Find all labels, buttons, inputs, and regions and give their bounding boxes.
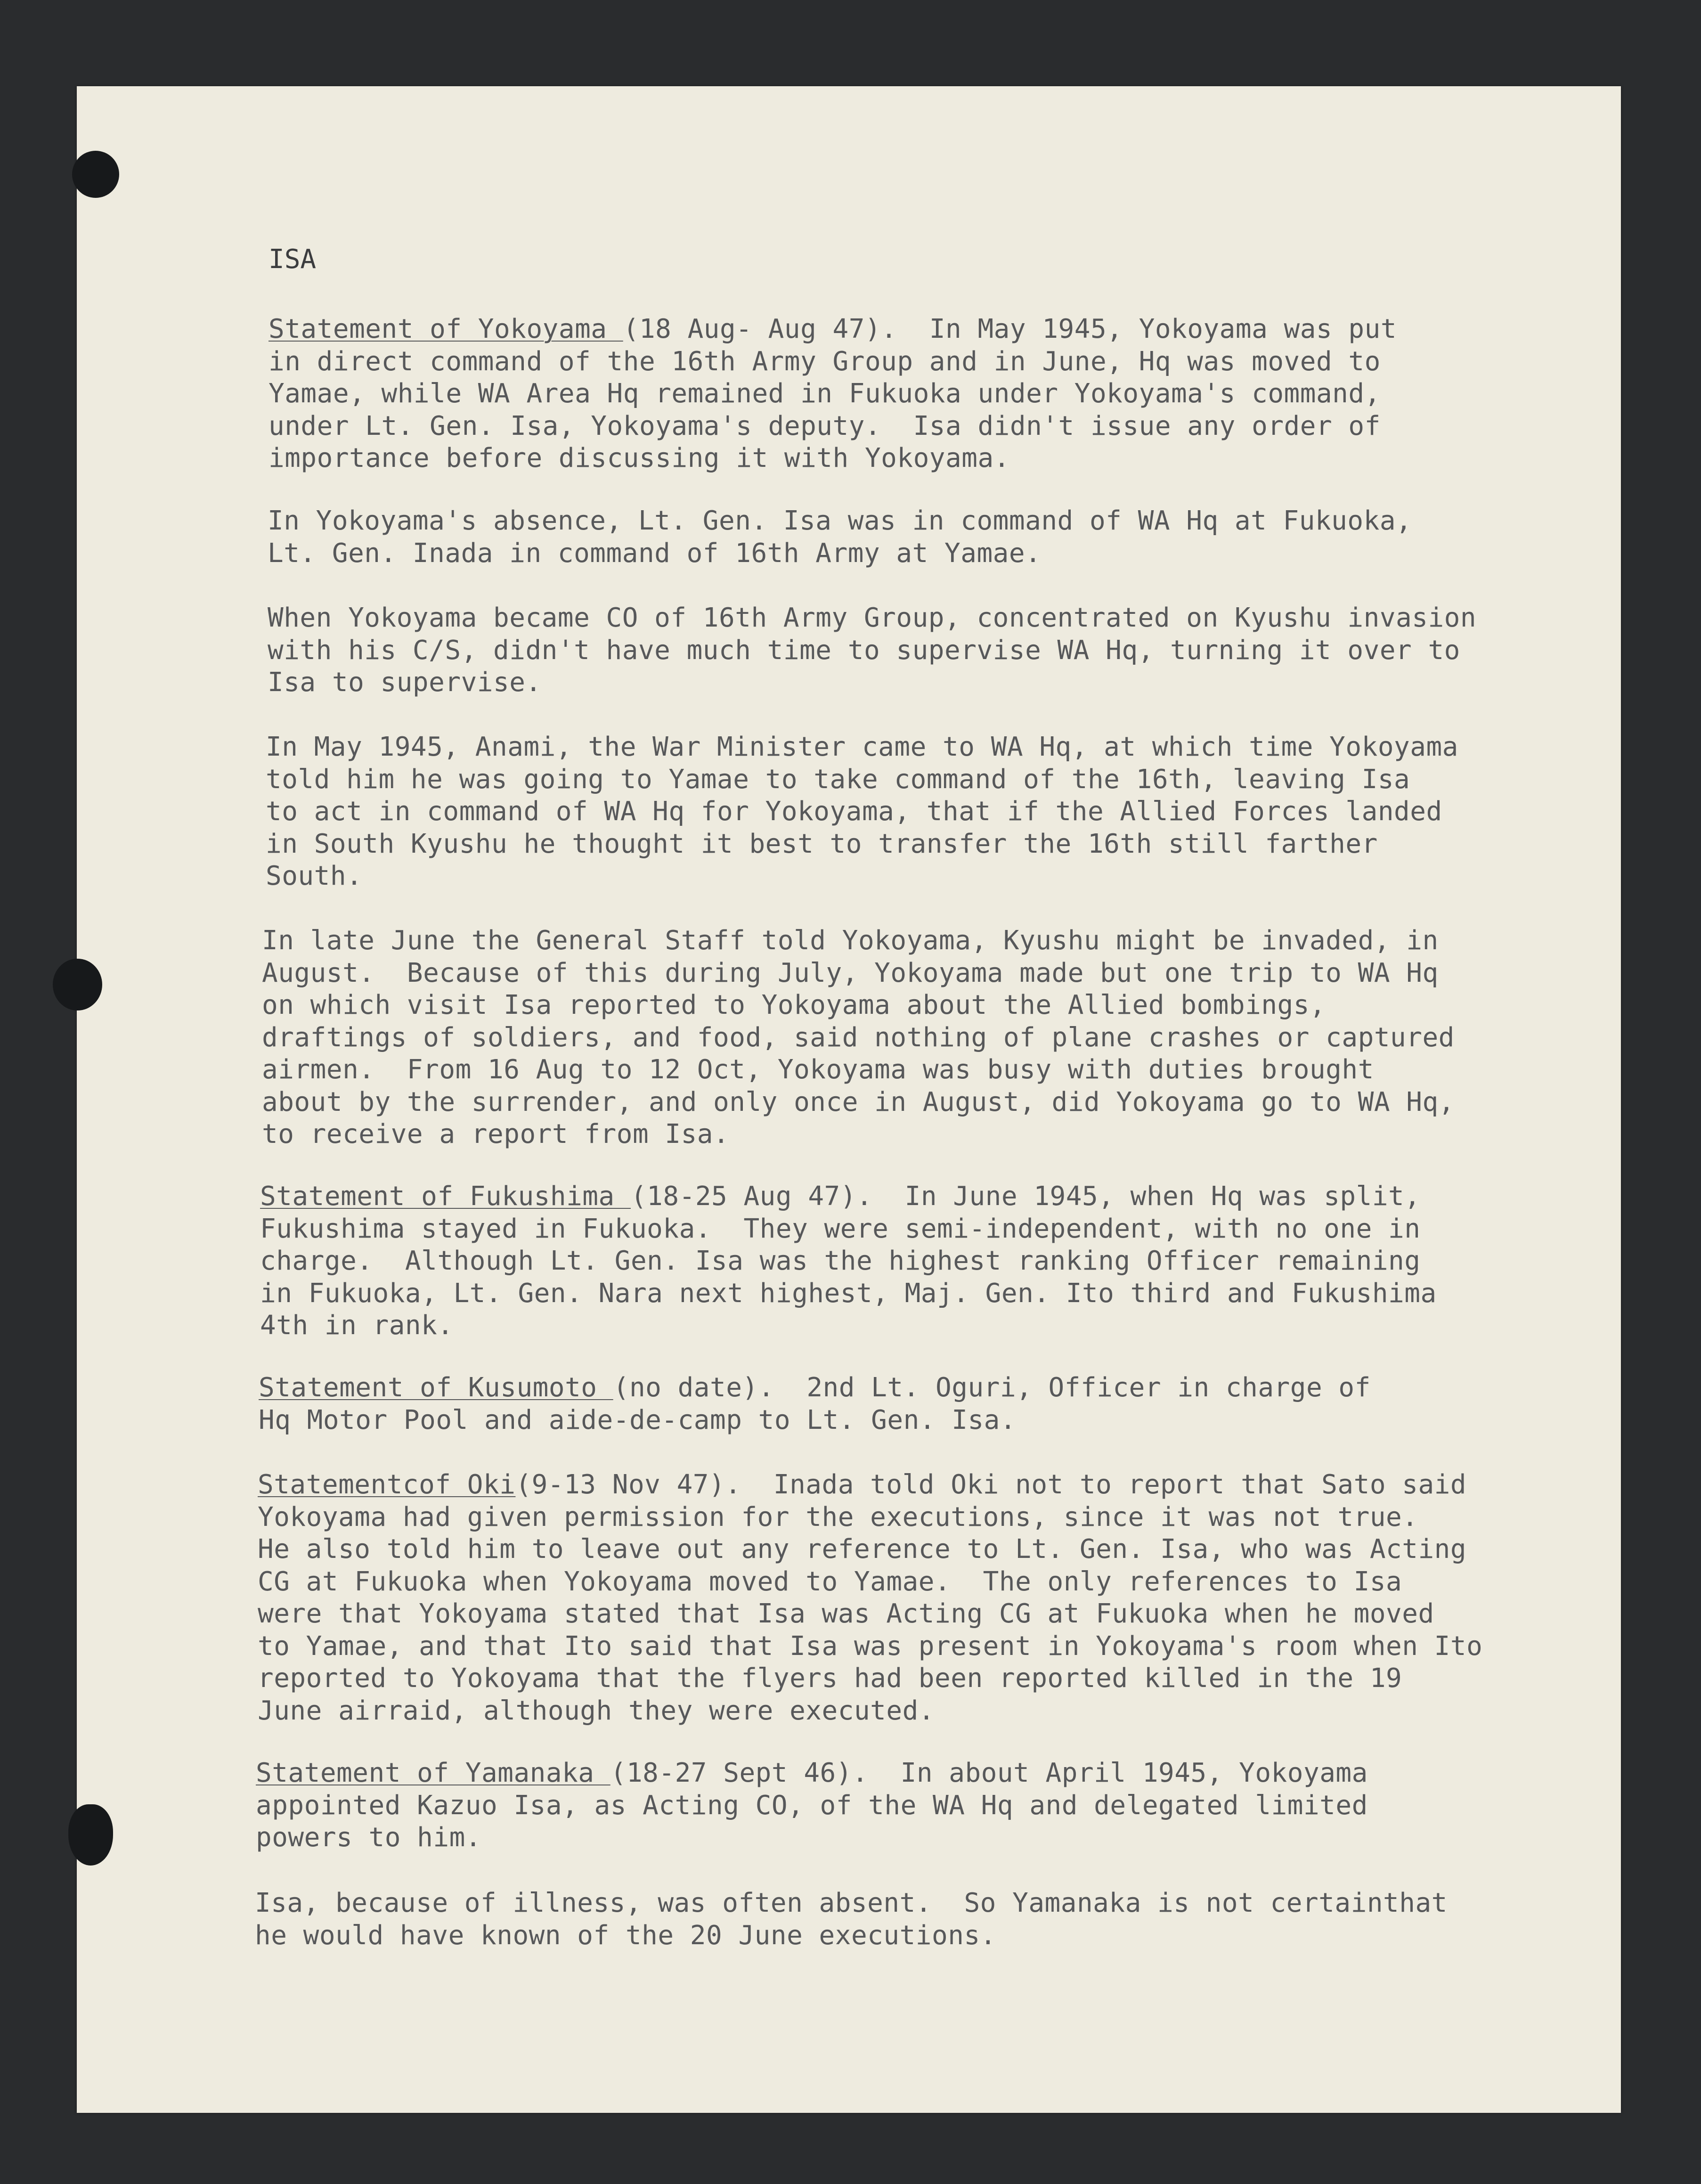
paragraph-line: June airraid, although they were executed. — [258, 1695, 935, 1726]
paragraph-line: in South Kyushu he thought it best to transfer the 16th still farther — [266, 828, 1378, 859]
paragraph-line: charge. Although Lt. Gen. Isa was the highest ranking Officer remaining — [260, 1246, 1421, 1276]
statement-title: Statement of Kusumoto — [259, 1372, 613, 1403]
paragraph-line: When Yokoyama became CO of 16th Army Group, concentrated on Kyushu invasion — [268, 603, 1477, 633]
paragraph-line: he would have known of the 20 June executions. — [255, 1920, 996, 1951]
paragraph-line: CG at Fukuoka when Yokoyama moved to Yamae. The only references to Isa — [258, 1566, 1402, 1597]
paragraph-line: with his C/S, didn't have much time to supervise WA Hq, turning it over to — [268, 635, 1460, 666]
paragraph-line: Isa, because of illness, was often absent. So Yamanaka is not certainthat — [255, 1888, 1448, 1918]
paragraph-line: (18 Aug- Aug 47). In May 1945, Yokoyama was put — [623, 314, 1397, 344]
paragraph-line: were that Yokoyama stated that Isa was Acting CG at Fukuoka when he moved — [258, 1598, 1434, 1629]
paragraph-line: In May 1945, Anami, the War Minister came to WA Hq, at which time Yokoyama — [266, 732, 1458, 762]
paragraph-line: Yokoyama had given permission for the executions, since it was not true. — [258, 1501, 1418, 1532]
paragraph-line: to receive a report from Isa. — [262, 1119, 730, 1149]
paragraph-line: under Lt. Gen. Isa, Yokoyama's deputy. Isa didn't issue any order of — [269, 410, 1381, 441]
paragraph-line: importance before discussing it with Yokoyama. — [269, 443, 1010, 473]
paragraph-line: 4th in rank. — [260, 1310, 454, 1341]
paragraph-line: In late June the General Staff told Yokoyama, Kyushu might be invaded, in — [262, 925, 1439, 956]
paragraph-yokoyama-statement — [269, 313, 1397, 475]
paragraph-line: powers to him. — [256, 1822, 482, 1853]
statement-title: Statement of Yamanaka — [256, 1758, 610, 1788]
paragraph-line: appointed Kazuo Isa, as Acting CO, of the WA Hq and delegated limited — [256, 1790, 1368, 1821]
paragraph-line: Yamae, while WA Area Hq remained in Fukuoka under Yokoyama's command, — [269, 378, 1381, 409]
paragraph-line: (9-13 Nov 47). Inada told Oki not to report that Sato said — [515, 1469, 1467, 1500]
paragraph-anami — [266, 731, 1458, 893]
paragraph-line: Fukushima stayed in Fukuoka. They were semi-independent, with no one in — [260, 1213, 1421, 1244]
paragraph-line: (no date). 2nd Lt. Oguri, Officer in charge of — [613, 1372, 1371, 1403]
paragraph-line: Lt. Gen. Inada in command of 16th Army at Yamae. — [268, 538, 1042, 569]
statement-title: Statement of Yokoyama — [269, 314, 623, 344]
page-heading: ISA — [269, 244, 317, 275]
paragraph-line: (18-25 Aug 47). In June 1945, when Hq was split, — [630, 1181, 1421, 1212]
paragraph-line: airmen. From 16 Aug to 12 Oct, Yokoyama was busy with duties brought — [262, 1054, 1374, 1085]
paragraph-line: South. — [266, 861, 363, 891]
paragraph-line: in direct command of the 16th Army Group and in June, Hq was moved to — [269, 346, 1381, 377]
statement-title: Statementcof Oki — [258, 1469, 516, 1500]
paragraph-late-june — [262, 925, 1455, 1151]
paragraph-line: August. Because of this during July, Yokoyama made but one trip to WA Hq — [262, 957, 1439, 988]
paragraph-oki-statement — [258, 1469, 1482, 1727]
paragraph-line: told him he was going to Yamae to take command of the 16th, leaving Isa — [266, 764, 1410, 795]
paragraph-line: on which visit Isa reported to Yokoyama about the Allied bombings, — [262, 990, 1326, 1020]
paragraph-line: draftings of soldiers, and food, said nothing of plane crashes or captured — [262, 1022, 1455, 1053]
paragraph-line: to Yamae, and that Ito said that Isa was present in Yokoyama's room when Ito — [258, 1630, 1483, 1662]
paragraph-yamanaka-statement — [256, 1757, 1368, 1854]
paragraph-line: Isa to supervise. — [268, 667, 542, 698]
paragraph-line: (18-27 Sept 46). In about April 1945, Yokoyama — [610, 1758, 1368, 1788]
paragraph-kusumoto-statement — [259, 1372, 1371, 1436]
paragraph-line: in Fukuoka, Lt. Gen. Nara next highest, Maj. Gen. Ito third and Fukushima — [260, 1278, 1437, 1309]
statement-title: Statement of Fukushima — [260, 1181, 631, 1212]
paragraph-line: about by the surrender, and only once in August, did Yokoyama go to WA Hq, — [262, 1086, 1455, 1117]
paragraph-co-16th — [268, 602, 1476, 699]
paragraph-line: reported to Yokoyama that the flyers had been reported killed in the 19 — [258, 1663, 1402, 1694]
paragraph-illness — [255, 1887, 1448, 1952]
paragraph-line: Hq Motor Pool and aide-de-camp to Lt. Gen. Isa. — [259, 1404, 1017, 1435]
paragraph-fukushima-statement — [260, 1181, 1437, 1342]
paragraph-absence — [268, 505, 1412, 570]
paragraph-line: He also told him to leave out any reference to Lt. Gen. Isa, who was Acting — [258, 1534, 1467, 1565]
paragraph-line: to act in command of WA Hq for Yokoyama, that if the Allied Forces landed — [266, 796, 1442, 827]
paragraph-line: In Yokoyama's absence, Lt. Gen. Isa was in command of WA Hq at Fukuoka, — [268, 505, 1412, 536]
